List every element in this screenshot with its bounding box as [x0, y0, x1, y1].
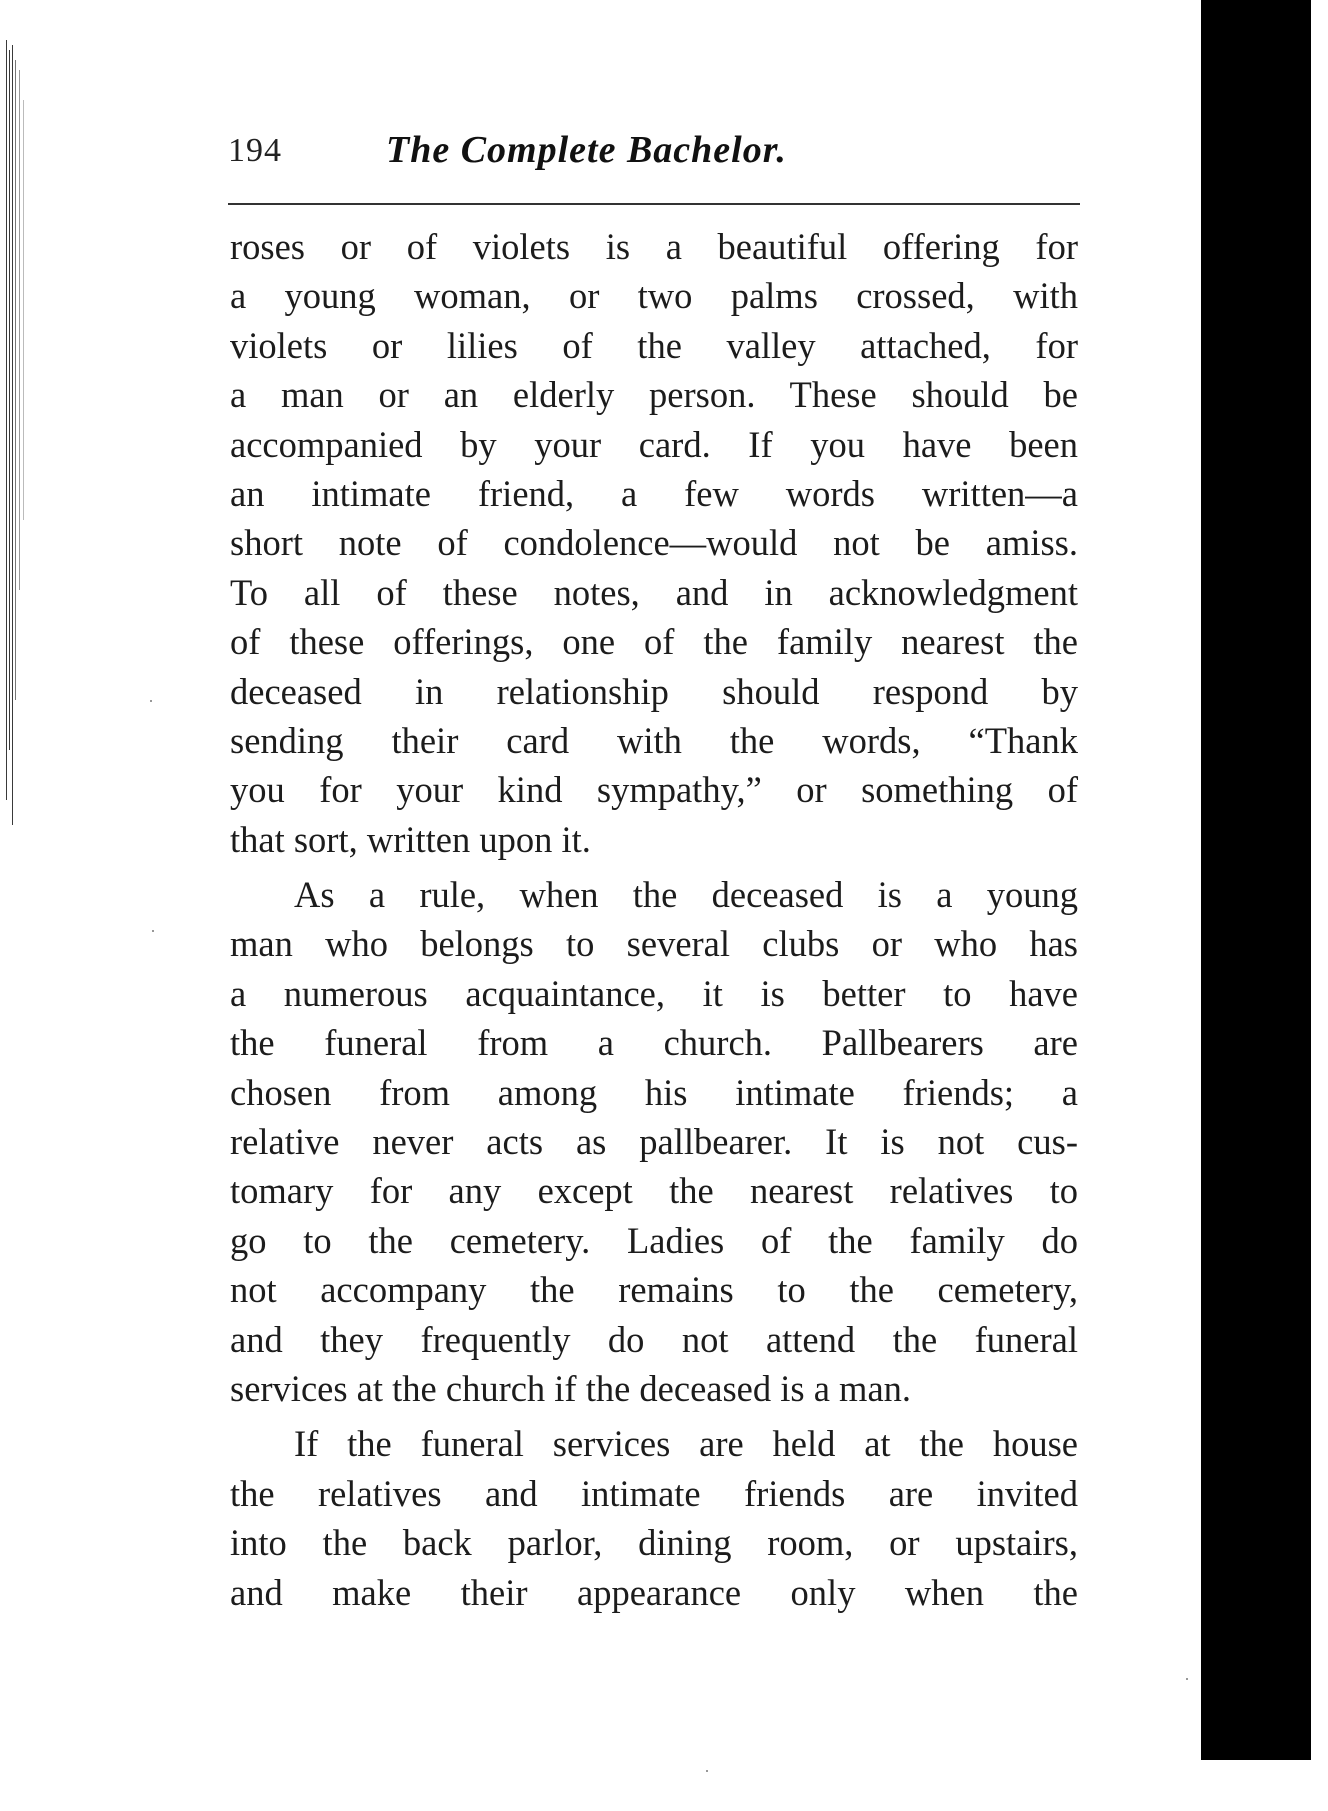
text-line: a numerous acquaintance, it is better to have — [230, 972, 1078, 1014]
text-line: a man or an elderly person. These should be — [230, 374, 1078, 416]
text-line: relative never acts as pallbearer. It is not cus- — [230, 1121, 1078, 1163]
text-line: an intimate friend, a few words written—a — [230, 472, 1078, 514]
text-line: of these offerings, one of the family nearest the — [230, 621, 1078, 663]
text-line: the funeral from a church. Pallbearers are — [230, 1022, 1078, 1064]
text-line: roses or of violets is a beautiful offering for — [230, 226, 1078, 267]
text-line: you for your kind sympathy,” or something of — [230, 769, 1078, 811]
text-line: not accompany the remains to the cemetery, — [230, 1269, 1078, 1311]
page-header — [228, 128, 1078, 184]
text-line: into the back parlor, dining room, or upstairs, — [230, 1522, 1078, 1564]
paragraph — [230, 1419, 1078, 1617]
header-rule — [228, 203, 1080, 205]
page-number: 194 — [228, 132, 282, 169]
text-line: man who belongs to several clubs or who has — [230, 923, 1078, 965]
text-line: accompanied by your card. If you have been — [230, 423, 1078, 465]
text-line: To all of these notes, and in acknowledgment — [230, 571, 1078, 613]
text-line: and make their appearance only when the — [230, 1571, 1078, 1613]
text-line: and they frequently do not attend the funeral — [230, 1318, 1078, 1360]
text-line: go to the cemetery. Ladies of the family do — [230, 1219, 1078, 1261]
text-line: tomary for any except the nearest relatives to — [230, 1170, 1078, 1212]
text-line: short note of condolence—would not be amiss. — [230, 522, 1078, 564]
text-line: chosen from among his intimate friends; a — [230, 1071, 1078, 1113]
text-line: As a rule, when the deceased is a young — [294, 874, 1078, 916]
text-line: deceased in relationship should respond by — [230, 670, 1078, 712]
scan-gutter-artifact — [0, 40, 28, 840]
text-line: a young woman, or two palms crossed, with — [230, 275, 1078, 317]
paragraph — [230, 870, 1078, 1413]
text-line: If the funeral services are held at the house — [294, 1423, 1078, 1465]
running-title: The Complete Bachelor. — [386, 129, 787, 171]
scan-shadow-edge — [1201, 0, 1328, 1811]
text-line: that sort, written upon it. — [230, 818, 591, 860]
text-line: the relatives and intimate friends are invited — [230, 1472, 1078, 1514]
text-line: sending their card with the words, “Thank — [230, 719, 1078, 761]
paragraph — [230, 222, 1078, 864]
body-text — [230, 222, 1078, 1617]
text-line: services at the church if the deceased is a man. — [230, 1367, 912, 1409]
text-line: violets or lilies of the valley attached, for — [230, 324, 1078, 366]
